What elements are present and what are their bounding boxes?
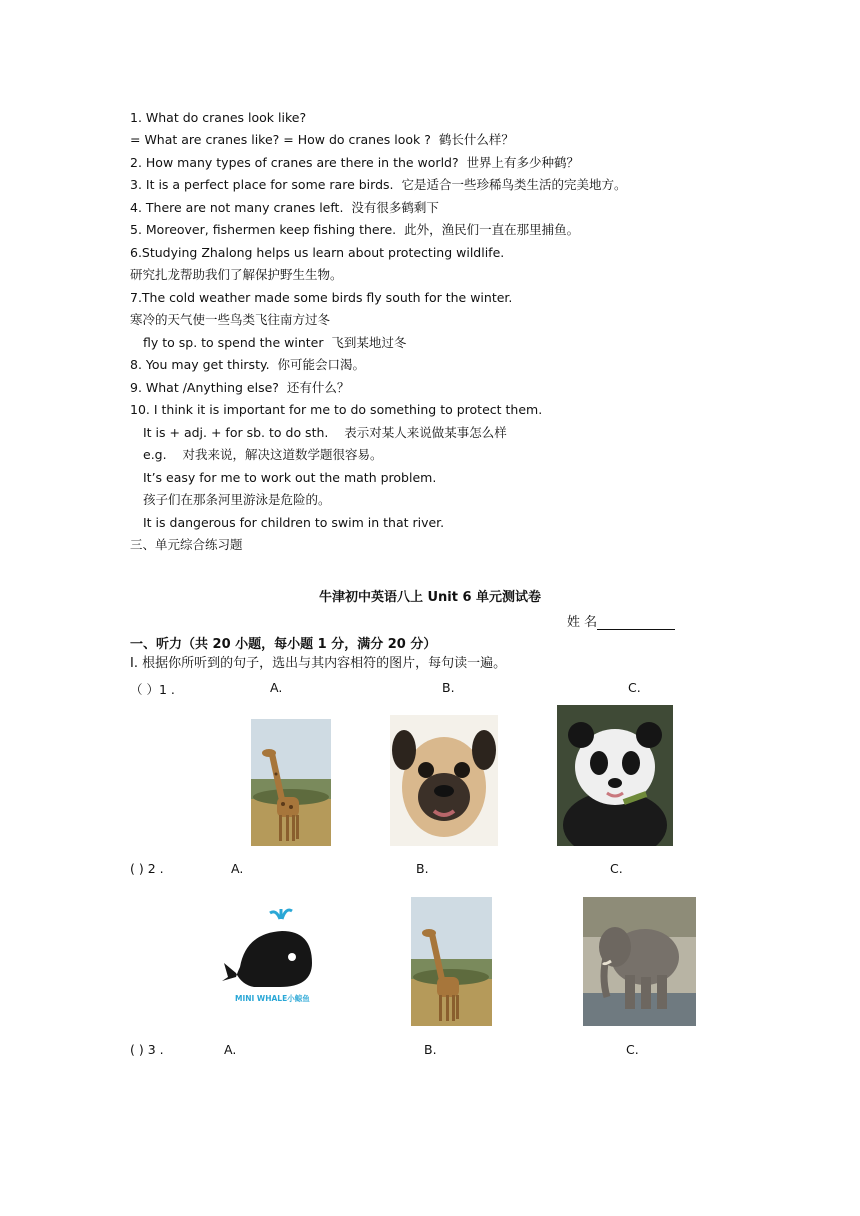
section-heading-exercises: 三、单元综合练习题 [130,537,243,552]
test-title: 牛津初中英语八上 Unit 6 单元测试卷 [318,590,542,605]
note-line-9: 7.The cold weather made some birds fly south for the winter. [130,290,513,305]
question-1-number: （ ）1 . [130,682,175,697]
panda-image [557,705,673,846]
pug-dog-image [390,715,498,846]
giraffe-image [251,719,331,846]
note-line-15: It is + adj. + for sb. to do sth. 表示对某人来说做某事怎么样 [143,425,507,440]
note-line-16: e.g. 对我来说，解决这道数学题很容易。 [143,447,383,462]
question-1-option-b[interactable]: B. [442,680,455,695]
question-3-option-a[interactable]: A. [224,1042,237,1057]
note-line-1: 1. What do cranes look like? [130,110,307,125]
question-3-number: ( ) 3 . [130,1042,164,1057]
note-line-3: 2. How many types of cranes are there in the world? 世界上有多少种鹤？ [130,155,580,170]
note-line-6: 5. Moreover, fishermen keep fishing there. 此外，渔民们一直在那里捕鱼。 [130,222,580,237]
note-line-10: 寒冷的天气使一些鸟类飞往南方过冬 [130,312,331,327]
listening-section-heading: 一、听力（共 20 小题，每小题 1 分，满分 20 分） [130,637,437,652]
question-2-number: ( ) 2 . [130,861,164,876]
note-line-7: 6.Studying Zhalong helps us learn about protecting wildlife. [130,245,505,260]
question-3-option-c[interactable]: C. [626,1042,639,1057]
name-label: 姓 名 [567,615,598,630]
name-field[interactable] [567,611,675,630]
note-line-2: = What are cranes like? = How do cranes look ? 鹤长什么样？ [130,132,514,147]
note-line-5: 4. There are not many cranes left. 没有很多鹤剩下 [130,200,439,215]
name-blank[interactable] [597,615,675,630]
giraffe-image-2 [411,897,492,1026]
note-line-4: 3. It is a perfect place for some rare birds. 它是适合一些珍稀鸟类生活的完美地方。 [130,177,627,192]
question-2-option-b[interactable]: B. [416,861,429,876]
question-3-option-b[interactable]: B. [424,1042,437,1057]
whale-logo-text: MINI WHALE小鲸鱼 [235,994,310,1003]
note-line-12: 8. You may get thirsty. 你可能会口渴。 [130,357,366,372]
note-line-18: 孩子们在那条河里游泳是危险的。 [143,492,331,507]
note-line-17: It’s easy for me to work out the math problem. [143,470,437,485]
note-line-14: 10. I think it is important for me to do something to protect them. [130,402,543,417]
question-1-option-a[interactable]: A. [270,680,283,695]
note-line-11: fly to sp. to spend the winter 飞到某地过冬 [143,335,407,350]
note-line-13: 9. What /Anything else? 还有什么？ [130,380,350,395]
note-line-8: 研究扎龙帮助我们了解保护野生生物。 [130,267,343,282]
question-2-option-a[interactable]: A. [231,861,244,876]
note-line-19: It is dangerous for children to swim in that river. [143,515,445,530]
instruction-text: Ⅰ. 根据你所听到的句子，选出与其内容相符的图片，每句读一遍。 [130,656,507,671]
question-1-option-c[interactable]: C. [628,680,641,695]
whale-logo-image [220,905,332,1007]
elephant-image [583,897,696,1026]
question-2-option-c[interactable]: C. [610,861,623,876]
